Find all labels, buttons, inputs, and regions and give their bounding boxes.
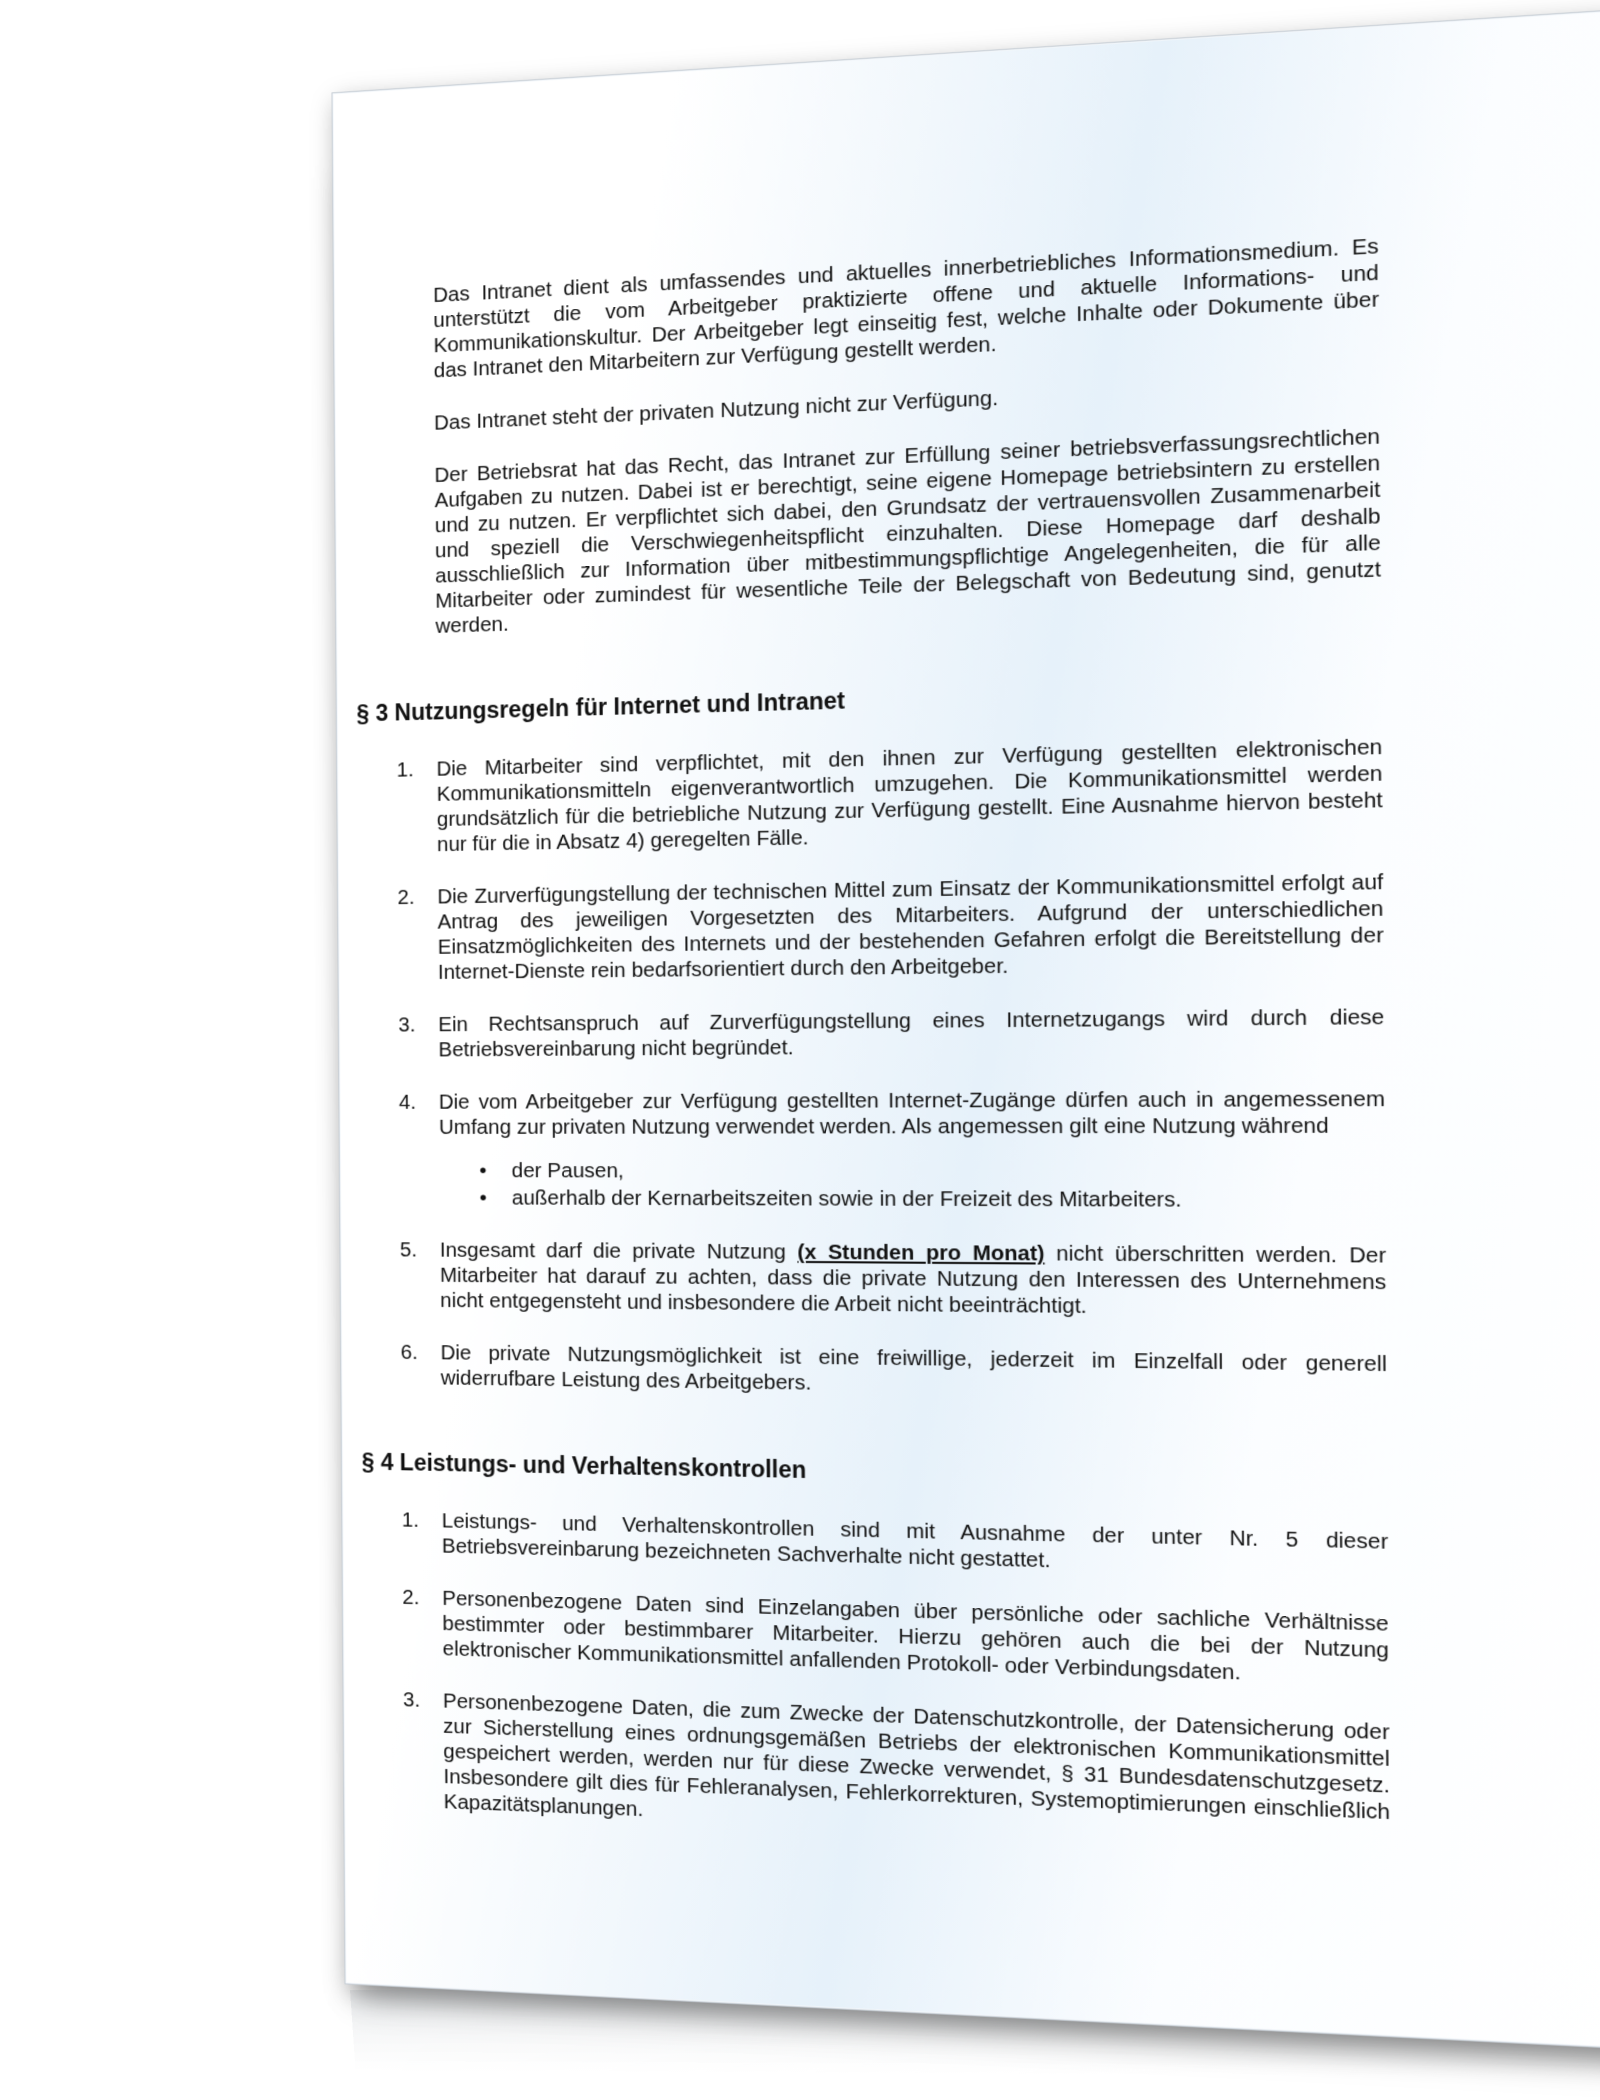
section-4-list: [401, 1508, 1391, 1852]
page-content: [356, 233, 1391, 1881]
item-number: 3.: [402, 1688, 421, 1712]
item-text: Leistungs- und Verhaltenskontrollen sind mit Ausnahme der unter Nr. 5 dieser Betriebsvereinbarung bezeichneten Sachverhalte nicht gestattet.: [441, 1509, 1389, 1573]
item-text: Personenbezogene Daten sind Einzelangaben über persönliche oder sachliche Verhältnisse bestimmter oder bestimmbarer Mitarbeiter. Hierzu gehören auch die bei der Nutzung elektronischer Kommunikationsmittel anfallenden Protokoll- oder Verbindungsdaten.: [442, 1586, 1390, 1685]
list-item: [398, 1004, 1385, 1062]
item-number: 4.: [398, 1090, 417, 1114]
bullet-icon: •: [479, 1186, 487, 1210]
list-item: [397, 869, 1384, 985]
list-item: [399, 1238, 1387, 1323]
bullet-list: [439, 1158, 1386, 1214]
list-item: [396, 734, 1383, 857]
item-text-after: nicht überschritten werden. Der Mitarbeiter hat darauf zu achten, dass die private Nutzung den Interessen des Unternehmens nicht entgegensteht und insbesondere die Arbeit nicht beeinträchtigt.: [439, 1241, 1387, 1319]
list-item: [398, 1086, 1386, 1214]
item-number: 5.: [399, 1238, 418, 1262]
item-number: 2.: [397, 885, 415, 910]
bullet-text: außerhalb der Kernarbeitszeiten sowie in der Freizeit des Mitarbeiters.: [511, 1186, 1182, 1212]
section-3-heading: § 3 Nutzungsregeln für Internet und Intranet: [356, 687, 846, 727]
item-text-before: Insgesamt darf die private Nutzung: [439, 1238, 798, 1264]
item-number: 2.: [402, 1585, 420, 1610]
section-3-list: [396, 734, 1387, 1404]
intro-paragraph-2: Das Intranet steht der privaten Nutzung nicht zur Verfügung.: [434, 386, 999, 435]
item-text: Die private Nutzungsmöglichkeit ist eine freiwillige, jederzeit im Einzelfall oder generell widerrufbare Leistung des Arbeitgebers.: [440, 1341, 1387, 1395]
list-item: [400, 1340, 1387, 1404]
bullet-item: [479, 1158, 1386, 1185]
bullet-icon: •: [479, 1159, 487, 1183]
section-4-heading: § 4 Leistungs- und Verhaltenskontrollen: [361, 1448, 807, 1484]
item-text: Die Mitarbeiter sind verpflichtet, mit den ihnen zur Verfügung gestellten elektronischen Kommunikationsmitteln eigenverantwortlich umzugehen. Die Kommunikationsmittel werden grundsätzlich für die betriebliche Nutzung zur Verfügung gestellt. Eine Ausnahme hiervon besteht nur für die in Absatz 4) geregelten Fälle.: [436, 734, 1383, 857]
item-number: 1.: [401, 1508, 419, 1532]
intro-paragraph-1: Das Intranet dient als umfassendes und aktuelles innerbetriebliches Informationsmedium. Es unterstützt die vom Arbeitgeber praktizierte offene und aktuelle Informations- und Kommunikationskultur. Der Arbeitgeber legt einseitig fest, welche Inhalte oder Dokumente über das Intranet den Mitarbeitern zur Verfügung gestellt werden.: [433, 234, 1380, 383]
list-item: [401, 1508, 1389, 1582]
bullet-text: der Pausen,: [511, 1159, 624, 1183]
item-number: 6.: [400, 1340, 418, 1365]
list-item: [402, 1688, 1391, 1852]
list-item: [402, 1585, 1390, 1691]
item-text: Personenbezogene Daten, die zum Zwecke der Datenschutzkontrolle, der Datensicherung oder zur Sicherstellung eines ordnungsgemäßen Betriebs der elektronischen Kommunikationsmittel gespeichert werden, werden nur für diese Zwecke verwendet, § 31 Bundesdatenschutzgesetz. Insbesondere gilt dies für Fehleranalysen, Fehlerkorrekturen, Systemoptimierungen einschließlich Kapazitätsplanungen.: [442, 1689, 1391, 1825]
placeholder-highlight: (x Stunden pro Monat): [797, 1240, 1045, 1266]
intro-paragraph-3: Der Betriebsrat hat das Recht, das Intranet zur Erfüllung seiner betriebsverfassungsrechtlichen Aufgaben zu nutzen. Dabei ist er berechtigt, seine eigene Homepage betriebsintern zu erstellen und zu nutzen. Er verpflichtet sich dabei, den Grundsatz der vertrauensvollen Zusammenarbeit und speziell die Verschwiegenheitspflicht einzuhalten. Diese Homepage darf deshalb ausschließlich zur Information über mitbestimmungspflichtige Angelegenheiten, die für alle Mitarbeiter oder zumindest für wesentliche Teile der Belegschaft von Bedeutung sind, genutzt werden.: [434, 424, 1382, 638]
item-text: Die Zurverfügungstellung der technischen Mittel zum Einsatz der Kommunikationsmittel erfolgt auf Antrag des jeweiligen Vorgesetzten des Mitarbeiters. Aufgrund der unterschiedlichen Einsatzmöglichkeiten des Internets und der bestehenden Gefahren erfolgt die Bereitstellung der Internet-Dienste rein bedarfsorientiert durch den Arbeitgeber.: [437, 869, 1384, 984]
item-number: 3.: [398, 1013, 416, 1037]
document-page: [331, 9, 1600, 2050]
item-number: 1.: [396, 758, 414, 782]
bullet-item: [479, 1185, 1386, 1213]
item-text: Ein Rechtsanspruch auf Zurverfügungstellung eines Internetzugangs wird durch diese Betriebsvereinbarung nicht begründet.: [438, 1005, 1385, 1062]
item-text: Die vom Arbeitgeber zur Verfügung gestellten Internet-Zugänge dürfen auch in angemessenem Umfang zur privaten Nutzung verwendet werden. Als angemessen gilt eine Nutzung während: [438, 1086, 1386, 1139]
